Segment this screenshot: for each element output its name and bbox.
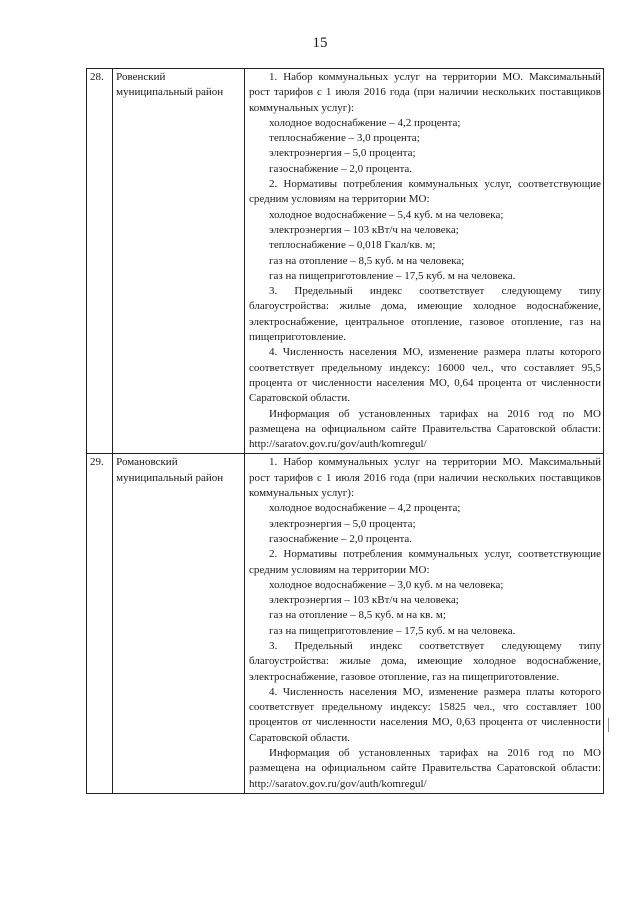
table-row (87, 69, 604, 454)
item-2-text: 2. Нормативы потребления коммунальных услуг, соответствующие средним условиям на территории МО: (249, 178, 601, 206)
tariff-table (86, 68, 604, 794)
tariff-line: газоснабжение – 2,0 процента. (269, 162, 413, 175)
page-number: 15 (312, 35, 328, 51)
item-1-text: 1. Набор коммунальных услуг на территории МО. Максимальный рост тарифов с 1 июля 2016 года (при наличии нескольких поставщиков коммунальных услуг): (249, 71, 601, 114)
item-4-text: 4. Численность населения МО, изменение размера платы которого соответствует предельному индексу: 16000 чел., что составляет 95,5 процента от численности населения МО, 0,64 процента от численности Саратовской области. (249, 346, 601, 405)
item-3-text: 3. Предельный индекс соответствует следующему типу благоустройства: жилые дома, имеющие холодное водоснабжение, электроснабжение, центральное отопление, газовое отопление, газ на пищеприготовление. (249, 285, 601, 344)
item-1-text: 1. Набор коммунальных услуг на территории МО. Максимальный рост тарифов с 1 июля 2016 года (при наличии нескольких поставщиков коммунальных услуг): (249, 456, 601, 500)
tariff-line: газоснабжение – 2,0 процента. (269, 532, 413, 545)
norm-line: газ на отопление – 8,5 куб. м на человека; (269, 254, 465, 267)
tariff-line: теплоснабжение – 3,0 процента; (269, 132, 420, 145)
district-name: Ровенский муниципальный район (113, 69, 245, 454)
item-2-text: 2. Нормативы потребления коммунальных услуг, соответствующие средним условиям на территории МО: (249, 548, 601, 576)
info-text: Информация об установленных тарифах на 2016 год по МО размещена на официальном сайте Правительства Саратовской области: http://saratov.gov.ru/gov/auth/komregul/ (249, 747, 601, 790)
table-row (87, 454, 604, 794)
row-number: 28. (87, 69, 113, 454)
norm-line: электроэнергия – 103 кВт/ч на человека; (269, 594, 459, 607)
district-info (245, 69, 604, 454)
norm-line: газ на пищеприготовление – 17,5 куб. м на человека. (269, 624, 516, 637)
item-4-text: 4. Численность населения МО, изменение размера платы которого соответствует предельному индексу: 15825 чел., что составляет 100 процентов от численности населения МО, 0,63 процента от численности Саратовской области. (249, 685, 601, 744)
info-text: Информация об установленных тарифах на 2016 год по МО размещена на официальном сайте Правительства Саратовской области: http://saratov.gov.ru/gov/auth/komregul/ (249, 407, 601, 451)
district-info (245, 454, 604, 794)
norm-line: холодное водоснабжение – 5,4 куб. м на человека; (269, 208, 504, 221)
tariff-line: холодное водоснабжение – 4,2 процента; (269, 502, 461, 515)
district-name: Романовский муниципальный район (113, 454, 245, 794)
scan-artifact (608, 718, 609, 732)
norm-line: теплоснабжение – 0,018 Гкал/кв. м; (269, 239, 436, 252)
norm-line: электроэнергия – 103 кВт/ч на человека; (269, 223, 459, 236)
tariff-line: электроэнергия – 5,0 процента; (269, 517, 416, 530)
tariff-line: электроэнергия – 5,0 процента; (269, 147, 416, 160)
norm-line: газ на пищеприготовление – 17,5 куб. м на человека. (269, 269, 516, 282)
norm-line: холодное водоснабжение – 3,0 куб. м на человека; (269, 578, 504, 591)
tariff-line: холодное водоснабжение – 4,2 процента; (269, 116, 461, 129)
item-3-text: 3. Предельный индекс соответствует следующему типу благоустройства: жилые дома, имеющие холодное водоснабжение, электроснабжение, газовое отопление, газ на пищеприготовление. (249, 639, 601, 683)
norm-line: газ на отопление – 8,5 куб. м на кв. м; (269, 609, 446, 622)
row-number: 29. (87, 454, 113, 794)
